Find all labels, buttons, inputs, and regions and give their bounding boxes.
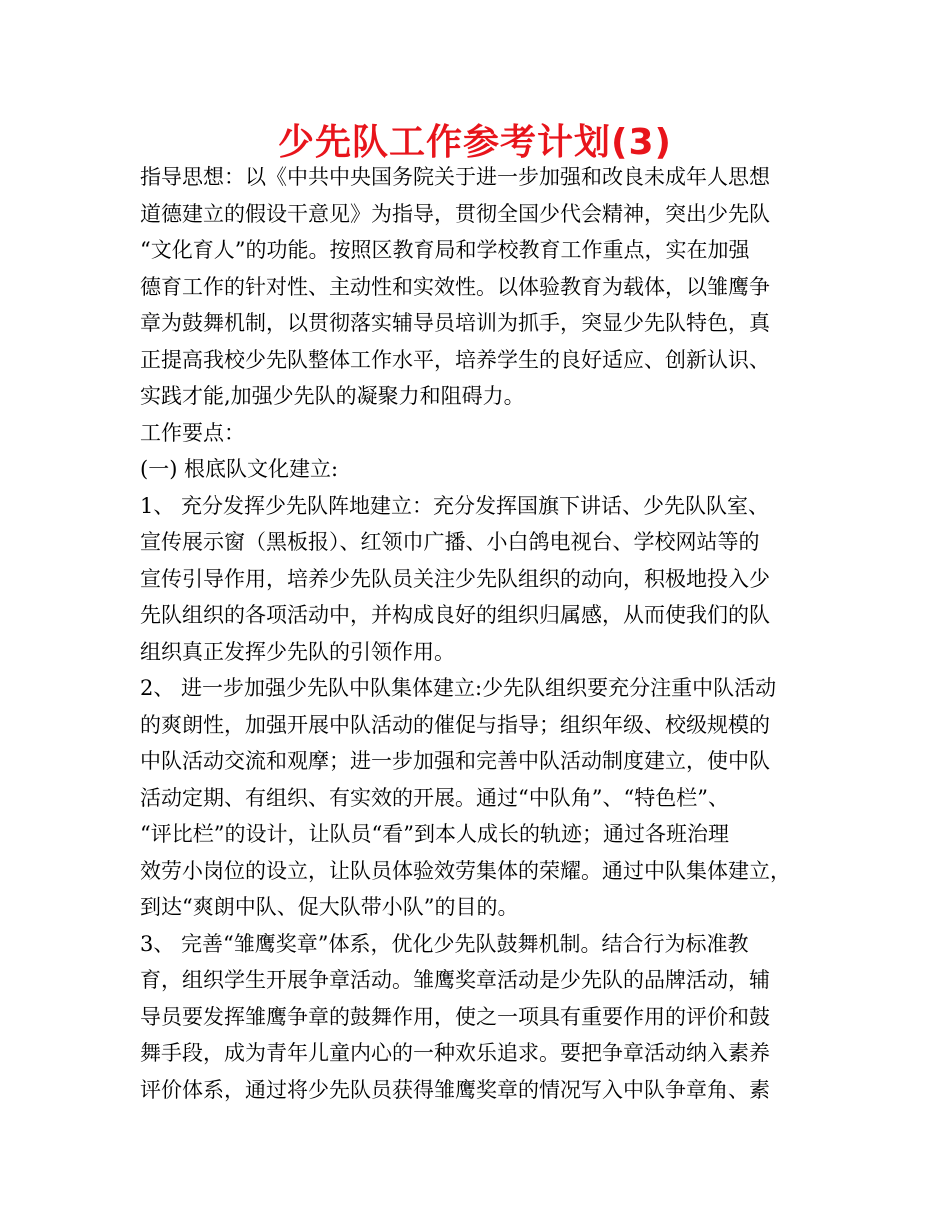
body-line: 指导思想：以《中共中央国务院关于进一步加强和改良未成年人思想	[140, 165, 770, 189]
body-line: 中队活动交流和观摩；进一步加强和完善中队活动制度建立，使中队	[140, 749, 770, 773]
body-line: 到达“爽朗中队、促大队带小队”的目的。	[140, 895, 519, 919]
body-line: 宣传展示窗（黑板报）、红领巾广播、小白鸽电视台、学校网站等的	[140, 530, 760, 554]
body-line: 正提高我校少先队整体工作水平，培养学生的良好适应、创新认识、	[140, 347, 770, 372]
body-line: 的爽朗性，加强开展中队活动的催促与指导；组织年级、校级规模的	[140, 712, 770, 737]
section-heading: 工作要点：	[140, 420, 245, 445]
body-line: 章为鼓舞机制，以贯彻落实辅导员培训为抓手，突显少先队特色，真	[140, 311, 770, 335]
body-line: 1、 充分发挥少先队阵地建立：充分发挥国旗下讲话、少先队队室、	[140, 493, 770, 518]
subsection-heading: (一) 根底队文化建立:	[140, 457, 339, 481]
body-line: 宣传引导作用，培养少先队员关注少先队组织的动向，积极地投入少	[140, 566, 770, 591]
document-body	[140, 159, 830, 1108]
body-line: 实践才能,加强少先队的凝聚力和阻碍力。	[140, 384, 525, 408]
body-line: 活动定期、有组织、有实效的开展。通过“中队角”、“特色栏”、	[140, 785, 729, 810]
body-line: 3、 完善“雏鹰奖章”体系，优化少先队鼓舞机制。结合行为标准教	[140, 931, 749, 956]
body-line: 道德建立的假设干意见》为指导，贯彻全国少代会精神，突出少先队	[140, 201, 770, 226]
body-line: “文化育人”的功能。按照区教育局和学校教育工作重点，实在加强	[140, 238, 750, 262]
body-line: 导员要发挥雏鹰争章的鼓舞作用，使之一项具有重要作用的评价和鼓	[140, 1004, 770, 1029]
body-line: 德育工作的针对性、主动性和实效性。以体验教育为载体，以雏鹰争	[140, 274, 770, 299]
body-line: “评比栏”的设计，让队员“看”到本人成长的轨迹；通过各班治理	[140, 822, 729, 846]
body-line: 先队组织的各项活动中，并构成良好的组织归属感，从而使我们的队	[140, 603, 770, 627]
document-title: 少先队工作参考计划(3)	[278, 122, 672, 163]
body-line: 育，组织学生开展争章活动。雏鹰奖章活动是少先队的品牌活动，辅	[140, 968, 770, 992]
body-line: 2、 进一步加强少先队中队集体建立:少先队组织要充分注重中队活动	[140, 676, 777, 700]
body-line: 组织真正发挥少先队的引领作用。	[140, 639, 455, 664]
body-line: 评价体系，通过将少先队员获得雏鹰奖章的情况写入中队争章角、素	[140, 1077, 770, 1102]
body-line: 效劳小岗位的设立，让队员体验效劳集体的荣耀。通过中队集体建立，	[140, 858, 791, 883]
body-line: 舞手段，成为青年儿童内心的一种欢乐追求。要把争章活动纳入素养	[140, 1041, 770, 1065]
